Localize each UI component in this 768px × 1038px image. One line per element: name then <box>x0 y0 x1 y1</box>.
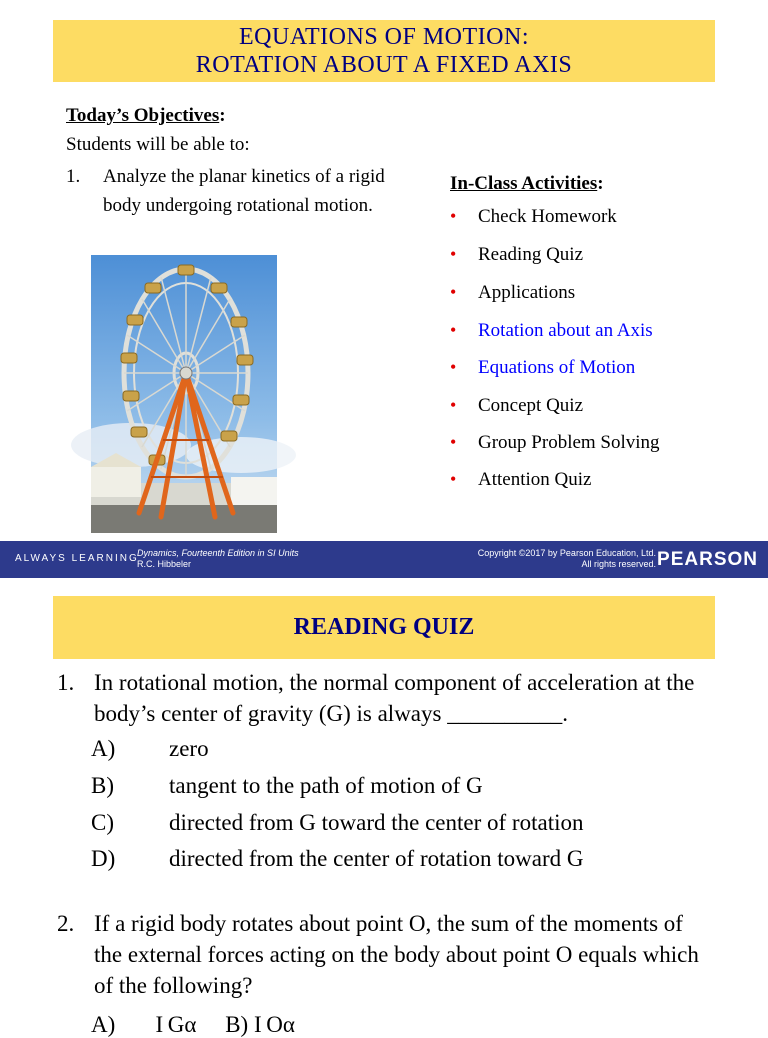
question-text: In rotational motion, the normal component of acceleration at the body’s center of gravity (G) is always __________. <box>94 670 695 726</box>
activities-heading-colon: : <box>597 173 604 194</box>
slide-title-line-1: EQUATIONS OF MOTION: <box>239 24 529 50</box>
bullet-icon: • <box>450 357 457 377</box>
option-text: zero <box>169 736 209 761</box>
slide-title-bar <box>53 20 715 82</box>
book-info <box>137 548 299 570</box>
option-letter: A) <box>91 736 116 761</box>
book-title: Dynamics, Fourteenth Edition in SI Units <box>137 548 299 558</box>
activity-item <box>450 282 750 312</box>
activities-heading-text: In-Class Activities <box>450 173 598 194</box>
option-text: directed from the center of rotation toward G <box>169 846 584 871</box>
activity-item <box>450 395 750 425</box>
question-number: 2. <box>57 911 75 936</box>
bullet-icon: • <box>450 395 457 415</box>
answer-option-partial <box>91 1012 711 1037</box>
slide-title-line-2: ROTATION ABOUT A FIXED AXIS <box>195 52 573 78</box>
bullet-icon: • <box>450 244 457 264</box>
activity-label: Attention Quiz <box>478 469 592 490</box>
ferris-wheel-photo <box>91 255 277 533</box>
bullet-icon: • <box>450 282 457 302</box>
activity-label: Reading Quiz <box>478 244 584 265</box>
activity-item <box>450 320 750 350</box>
option-letter: D) <box>91 846 116 871</box>
option-text: tangent to the path of motion of G <box>169 773 483 798</box>
bullet-icon: • <box>450 206 457 226</box>
quiz-question-1 <box>57 667 737 731</box>
activity-item <box>450 432 750 462</box>
answer-option <box>91 846 711 876</box>
activity-label: Equations of Motion <box>478 357 636 378</box>
objective-number: 1. <box>66 166 81 187</box>
option-text-partial: A) I Gα B) I Oα <box>91 1012 295 1037</box>
activity-label: Check Homework <box>478 206 617 227</box>
rights-line: All rights reserved. <box>581 559 656 569</box>
activity-item <box>450 206 750 236</box>
activities-heading <box>450 173 604 195</box>
activity-item <box>450 244 750 274</box>
book-author: R.C. Hibbeler <box>137 559 192 569</box>
objective-text: Analyze the planar kinetics of a rigid body undergoing rotational motion. <box>103 166 385 216</box>
bullet-icon: • <box>450 320 457 340</box>
pearson-logo: PEARSON <box>657 549 758 570</box>
question-text: If a rigid body rotates about point O, the sum of the moments of the external forces acting on the body about point O equals which of the following? <box>94 911 699 998</box>
copyright-notice <box>478 548 656 570</box>
objectives-intro: Students will be able to: <box>66 134 250 155</box>
option-letter: C) <box>91 810 114 835</box>
option-letter: B) <box>91 773 114 798</box>
activity-label: Applications <box>478 282 576 303</box>
answer-option <box>91 736 711 766</box>
bullet-icon: • <box>450 432 457 452</box>
activity-label: Rotation about an Axis <box>478 320 653 341</box>
activity-item <box>450 469 750 499</box>
objectives-heading-colon: : <box>219 105 226 126</box>
reading-quiz-title-bar <box>53 596 715 659</box>
objectives-heading-text: Today’s Objectives <box>66 105 220 126</box>
answer-option <box>91 810 711 840</box>
option-text: directed from G toward the center of rotation <box>169 810 584 835</box>
always-learning-tagline: ALWAYS LEARNING <box>15 553 139 564</box>
activity-item <box>450 357 750 387</box>
quiz-question-2 <box>57 908 737 1004</box>
activity-label: Group Problem Solving <box>478 432 660 453</box>
slide-footer <box>0 541 768 578</box>
question-number: 1. <box>57 670 75 695</box>
objectives-heading <box>66 105 226 127</box>
copyright-line: Copyright ©2017 by Pearson Education, Ltd. <box>477 548 656 558</box>
reading-quiz-title: READING QUIZ <box>293 614 475 640</box>
activity-label: Concept Quiz <box>478 395 584 416</box>
answer-option <box>91 773 711 803</box>
bullet-icon: • <box>450 469 457 489</box>
